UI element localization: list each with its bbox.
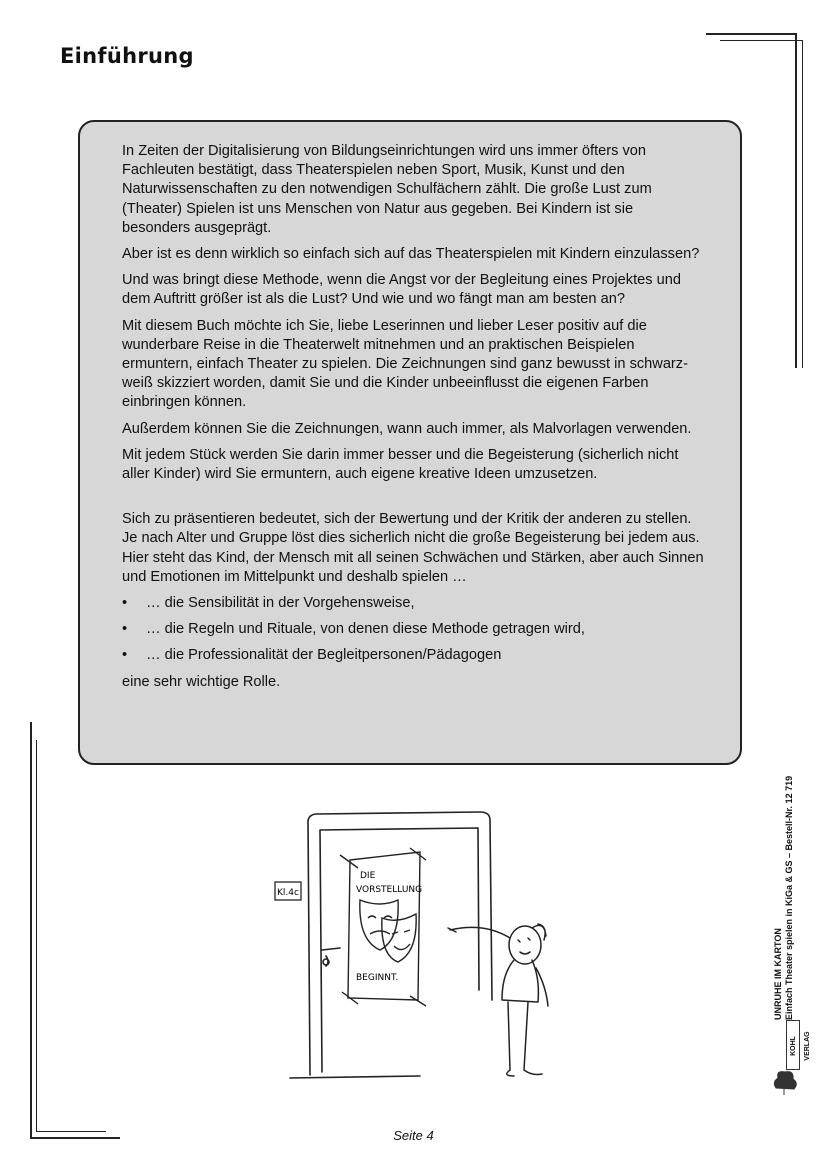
- bullet-text: … die Sensibilität in der Vorgehensweise,: [146, 595, 415, 612]
- page-number: Seite 4: [393, 1128, 434, 1143]
- sidebar-series-title: UNRUHE IM KARTON: [773, 928, 783, 1020]
- page-title: Einführung: [60, 44, 194, 68]
- theater-masks-icon: [360, 900, 398, 950]
- frame-left-vertical-1: [30, 722, 32, 1138]
- theater-door-illustration: [270, 800, 570, 1090]
- bullet-symbol: •: [122, 647, 128, 664]
- bullet-item: [122, 620, 704, 639]
- publisher-logo-text: KOHL VERLAG: [790, 1031, 811, 1061]
- intro-paragraph: In Zeiten der Digitalisierung von Bildungseinrichtungen wird uns immer öfters von Fachleuten bestätigt, dass Theaterspielen neben Sport, Musik, Kunst und den Naturwissenschaften zu den notwendigen Schulfächern zählt. Die große Lust zum (Theater) Spielen ist uns Menschen von Natur aus gegeben. Bei Kindern ist sie besonders ausgeprägt.: [122, 143, 652, 236]
- bullet-text: … die Regeln und Rituale, von denen diese Methode getragen wird,: [146, 621, 585, 638]
- door-frame: [308, 812, 492, 1075]
- bullet-symbol: •: [122, 621, 128, 638]
- bullet-item: [122, 594, 704, 613]
- sidebar-book-info: Einfach Theater spielen in KiGa & GS – Bestell-Nr. 12 719: [784, 775, 794, 1020]
- intro-paragraph: Mit jedem Stück werden Sie darin immer besser und die Begeisterung (sicherlich nicht aller Kinder) wird Sie ermuntern, auch eigene kreative Ideen umzusetzen.: [122, 446, 679, 483]
- intro-paragraph: Sich zu präsentieren bedeutet, sich der Bewertung und der Kritik der anderen zu stellen. Je nach Alter und Gruppe löst dies sicherlich nicht die große Begeisterung bei jedem aus. Hier steht das Kind, der Mensch mit all seinen Schwächen und Stärken, aber auch Sinnen und Emotionen im Mittelpunkt und deshalb spielen …: [122, 511, 704, 585]
- door-floor-line: [290, 1076, 420, 1078]
- bullet-item: [122, 646, 704, 665]
- bullet-text: … die Professionalität der Begleitpersonen/Pädagogen: [146, 647, 502, 664]
- child-figure: [448, 924, 548, 1076]
- door-handle-icon: [322, 948, 340, 966]
- bullet-symbol: •: [122, 595, 128, 612]
- frame-left-vertical-2: [36, 740, 37, 1132]
- intro-paragraph: Mit diesem Buch möchte ich Sie, liebe Leserinnen und lieber Leser positiv auf die wunderbare Reise in die Theaterwelt mitnehmen und an praktischen Beispielen ermuntern, einfach Theater zu spielen. Die Zeichnungen sind ganz bewusst in schwarz-weiß skizziert worden, damit Sie und die Kinder unbeeinflusst die eigenen Farben einbringen können.: [122, 317, 688, 411]
- intro-paragraph: Und was bringt diese Methode, wenn die Angst vor der Begleitung eines Projektes und dem Auftritt größer ist als die Lust? Und wie und wo fängt man am besten an?: [122, 272, 681, 308]
- intro-closing: eine sehr wichtige Rolle.: [122, 673, 281, 690]
- poster-text-line3: BEGINNT.: [356, 973, 399, 983]
- tree-logo-icon: [770, 1068, 800, 1096]
- intro-paragraph: Aber ist es denn wirklich so einfach sich auf das Theaterspielen mit Kindern einzulassen?: [122, 246, 700, 263]
- frame-right-vertical-2: [802, 40, 803, 368]
- frame-top-right-line-2: [720, 40, 802, 41]
- poster-text-line2: VORSTELLUNG: [356, 885, 423, 895]
- sidebar-publisher-info: [773, 770, 817, 1020]
- intro-text-box: [78, 120, 742, 765]
- poster-text-line1: DIE: [360, 871, 376, 881]
- frame-right-vertical-1: [795, 33, 797, 368]
- frame-top-right-line-1: [706, 33, 796, 35]
- intro-paragraph: Außerdem können Sie die Zeichnungen, wann auch immer, als Malvorlagen verwenden.: [122, 420, 692, 437]
- door-sign-text: Kl.4c: [277, 888, 299, 898]
- publisher-logo: [786, 1020, 811, 1070]
